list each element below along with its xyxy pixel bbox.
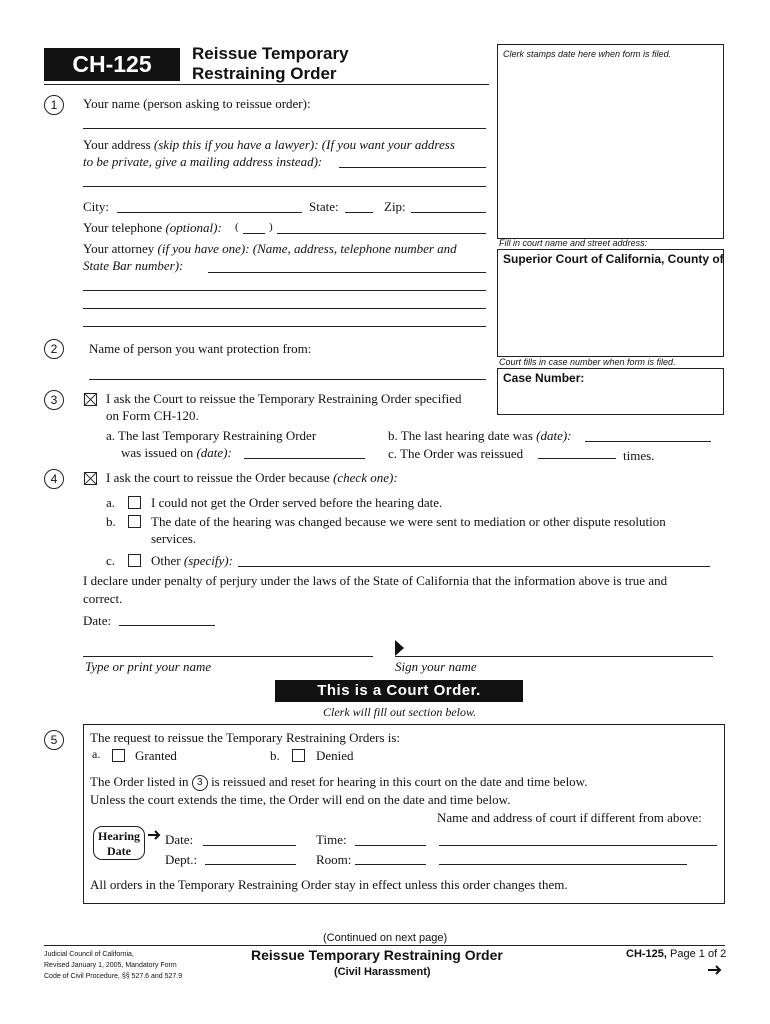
- denied-letter: b.: [270, 748, 280, 763]
- zip-field[interactable]: [411, 212, 486, 213]
- city-field[interactable]: [117, 212, 302, 213]
- declaration-date-field[interactable]: [119, 625, 215, 626]
- denied-checkbox[interactable]: [292, 749, 305, 762]
- alt-court-field-2[interactable]: [439, 864, 687, 865]
- arrow-right-icon: [148, 830, 161, 840]
- hearing-date-field[interactable]: [203, 845, 296, 846]
- granted-letter: a.: [92, 747, 101, 761]
- sign-here-arrow-icon: [395, 640, 404, 656]
- clerk-stamp-box[interactable]: [497, 44, 724, 239]
- hearing-date-label: Date:: [165, 832, 194, 847]
- times-reissued-label: c. The Order was reissued: [388, 446, 524, 461]
- attorney-field-2[interactable]: [83, 290, 486, 291]
- footer-subtitle: (Civil Harassment): [334, 966, 431, 978]
- hearing-dept-field[interactable]: [205, 864, 296, 865]
- hearing-room-label: Room:: [316, 852, 352, 867]
- reason-c-checkbox[interactable]: [128, 554, 141, 567]
- footer-title: Reissue Temporary Restraining Order: [251, 947, 503, 963]
- case-number-label: Case Number:: [503, 371, 585, 385]
- granted-label: Granted: [135, 748, 177, 763]
- city-label: City:: [83, 199, 110, 214]
- reason-c-letter: c.: [106, 553, 116, 568]
- form-title-line2: Restraining Order: [192, 64, 337, 83]
- footer-form-page: CH-125, Page 1 of 2: [626, 948, 727, 960]
- court-diff-label: Name and address of court if different from above:: [437, 810, 702, 825]
- print-name-label: Type or print your name: [85, 659, 212, 674]
- times-reissued-field[interactable]: [538, 458, 616, 459]
- print-name-field[interactable]: [83, 656, 373, 657]
- state-label: State:: [309, 199, 339, 214]
- footer-rule: [44, 945, 725, 946]
- footer-revised: Revised January 1, 2005, Mandatory Form: [44, 962, 177, 969]
- phone-field[interactable]: [277, 233, 486, 234]
- court-fill-label: Fill in court name and street address:: [499, 238, 648, 248]
- attorney-label: Your attorney (if you have one): (Name, address, telephone number and: [83, 241, 457, 256]
- signature-field[interactable]: [395, 656, 713, 657]
- reason-b-checkbox[interactable]: [128, 515, 141, 528]
- case-fill-label: Court fills in case number when form is filed.: [499, 357, 676, 367]
- phone-area-field[interactable]: [243, 233, 265, 234]
- section-number-2: 2: [44, 339, 64, 359]
- reissue-request-text-cont: on Form CH-120.: [106, 408, 199, 423]
- protected-person-label: Name of person you want protection from:: [89, 341, 312, 356]
- order-end-text: Unless the court extends the time, the Order will end on the date and time below.: [90, 792, 511, 807]
- section-number-5: 5: [44, 730, 64, 750]
- section-number-4: 4: [44, 469, 64, 489]
- next-page-arrow-icon: [708, 965, 722, 975]
- attorney-field-4[interactable]: [83, 326, 486, 327]
- all-orders-text: All orders in the Temporary Restraining Order stay in effect unless this order changes them.: [90, 877, 568, 892]
- declaration-date-label: Date:: [83, 613, 112, 628]
- protected-person-field[interactable]: [89, 379, 486, 380]
- hearing-room-field[interactable]: [355, 864, 426, 865]
- name-field[interactable]: [83, 128, 486, 129]
- section-ref-3: 3: [192, 775, 208, 791]
- phone-label: Your telephone (optional):: [83, 220, 222, 235]
- declaration-text-cont: correct.: [83, 591, 123, 606]
- attorney-field-3[interactable]: [83, 308, 486, 309]
- continued-label: (Continued on next page): [323, 932, 448, 944]
- granted-checkbox[interactable]: [112, 749, 125, 762]
- last-order-date-field[interactable]: [244, 458, 365, 459]
- section-number-3: 3: [44, 390, 64, 410]
- reason-label: I ask the court to reissue the Order because (check one):: [106, 470, 398, 485]
- reason-b-text-cont: services.: [151, 531, 197, 546]
- reason-checkbox-checked[interactable]: [84, 472, 97, 485]
- reason-b-text: The date of the hearing was changed because we were sent to mediation or other dispute resolution: [151, 514, 666, 529]
- form-id-badge: CH-125: [44, 48, 180, 81]
- section-number-1: 1: [44, 95, 64, 115]
- name-label: Your name (person asking to reissue order):: [83, 96, 311, 111]
- reason-a-letter: a.: [106, 495, 116, 510]
- reason-b-letter: b.: [106, 514, 116, 529]
- hearing-time-field[interactable]: [355, 845, 426, 846]
- last-hearing-date-field[interactable]: [585, 441, 711, 442]
- footer-council: Judicial Council of California,: [44, 951, 134, 958]
- court-order-banner: This is a Court Order.: [275, 680, 523, 702]
- last-order-label: a. The last Temporary Restraining Order: [106, 428, 317, 443]
- zip-label: Zip:: [384, 199, 406, 214]
- reissue-request-text: I ask the Court to reissue the Temporary Restraining Order specified: [106, 391, 462, 406]
- reason-a-checkbox[interactable]: [128, 496, 141, 509]
- signature-label: Sign your name: [395, 659, 477, 674]
- reason-other-field[interactable]: [238, 566, 710, 567]
- header-rule: [44, 84, 489, 85]
- reissue-checkbox-checked[interactable]: [84, 393, 97, 406]
- form-title-line1: Reissue Temporary: [192, 44, 349, 63]
- address-label: Your address (skip this if you have a lawyer): (If you want your address: [83, 137, 455, 152]
- last-order-issued-label: was issued on (date):: [121, 445, 232, 460]
- court-name: Superior Court of California, County of: [503, 252, 724, 266]
- times-suffix: times.: [623, 448, 655, 463]
- phone-area-open: (: [235, 221, 239, 233]
- reason-c-text: Other (specify):: [151, 553, 233, 568]
- court-order-subtitle: Clerk will fill out section below.: [323, 705, 477, 719]
- footer-code: Code of Civil Procedure, §§ 527.6 and 527.9: [44, 973, 183, 980]
- hearing-box-label-1: Hearing: [98, 829, 140, 843]
- hearing-time-label: Time:: [316, 832, 347, 847]
- hearing-dept-label: Dept.:: [165, 852, 198, 867]
- reason-a-text: I could not get the Order served before the hearing date.: [151, 495, 443, 510]
- hearing-box-label-2: Date: [107, 844, 131, 858]
- address-field-1[interactable]: [339, 167, 486, 168]
- phone-area-close: ): [269, 221, 273, 233]
- declaration-text: I declare under penalty of perjury under the laws of the State of California that the information above is true and: [83, 573, 668, 588]
- alt-court-field-1[interactable]: [439, 845, 717, 846]
- address-field-2[interactable]: [83, 186, 486, 187]
- hearing-date-box: [93, 826, 145, 860]
- state-field[interactable]: [345, 212, 373, 213]
- attorney-field-1[interactable]: [208, 272, 486, 273]
- address-label-cont: to be private, give a mailing address instead):: [83, 154, 323, 169]
- denied-label: Denied: [316, 748, 354, 763]
- clerk-stamp-label: Clerk stamps date here when form is filed.: [503, 49, 672, 59]
- order-reissued-text: The Order listed in 3 is reissued and reset for hearing in this court on the date and time below.: [90, 774, 588, 789]
- last-hearing-label: b. The last hearing date was (date):: [388, 428, 572, 443]
- request-result-label: The request to reissue the Temporary Restraining Orders is:: [90, 730, 401, 745]
- attorney-label-cont: State Bar number):: [83, 258, 184, 273]
